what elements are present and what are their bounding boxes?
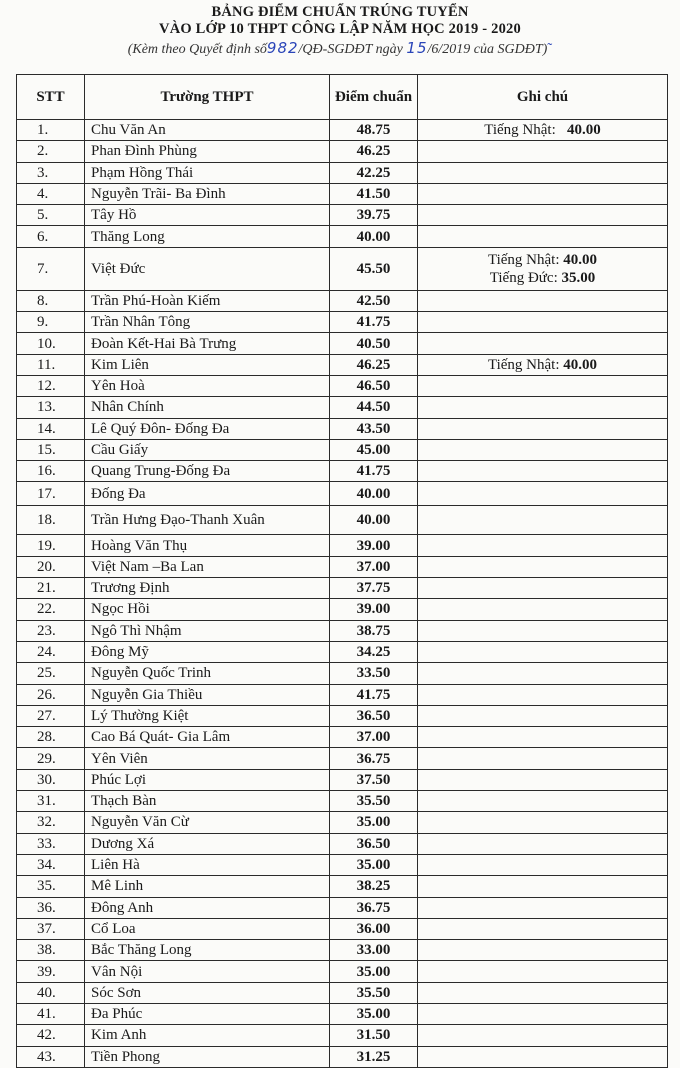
table-row — [17, 506, 668, 535]
row-stt: 37. — [17, 918, 85, 939]
table-row — [17, 290, 668, 311]
row-note — [418, 791, 668, 812]
row-note — [418, 482, 668, 506]
table-row — [17, 141, 668, 162]
row-stt: 15. — [17, 439, 85, 460]
row-note — [418, 684, 668, 705]
row-note — [418, 620, 668, 641]
table-row — [17, 482, 668, 506]
table-row — [17, 684, 668, 705]
row-stt: 27. — [17, 705, 85, 726]
row-school-name: Việt Nam –Ba Lan — [85, 556, 330, 577]
table-row — [17, 312, 668, 333]
table-row — [17, 162, 668, 183]
row-note — [418, 354, 668, 375]
row-stt: 3. — [17, 162, 85, 183]
table-row — [17, 663, 668, 684]
row-school-name: Nguyễn Văn Cừ — [85, 812, 330, 833]
table-row — [17, 812, 668, 833]
row-note — [418, 641, 668, 662]
row-cutoff-score: 34.25 — [330, 641, 418, 662]
row-cutoff-score: 37.00 — [330, 727, 418, 748]
table-row — [17, 247, 668, 290]
row-cutoff-score: 35.00 — [330, 961, 418, 982]
row-stt: 32. — [17, 812, 85, 833]
row-cutoff-score: 40.00 — [330, 226, 418, 247]
row-cutoff-score: 37.50 — [330, 769, 418, 790]
row-note — [418, 183, 668, 204]
row-school-name: Ngô Thì Nhậm — [85, 620, 330, 641]
row-cutoff-score: 31.25 — [330, 1046, 418, 1067]
row-stt: 7. — [17, 247, 85, 290]
row-note — [418, 918, 668, 939]
row-note — [418, 833, 668, 854]
row-school-name: Thạch Bàn — [85, 791, 330, 812]
row-note — [418, 290, 668, 311]
row-note — [418, 897, 668, 918]
table-row — [17, 791, 668, 812]
table-row — [17, 748, 668, 769]
row-note — [418, 535, 668, 556]
row-stt: 35. — [17, 876, 85, 897]
table-row — [17, 599, 668, 620]
row-stt: 19. — [17, 535, 85, 556]
row-cutoff-score: 45.00 — [330, 439, 418, 460]
row-school-name: Dương Xá — [85, 833, 330, 854]
row-cutoff-score: 46.25 — [330, 141, 418, 162]
table-row — [17, 535, 668, 556]
row-cutoff-score: 31.50 — [330, 1025, 418, 1046]
row-school-name: Thăng Long — [85, 226, 330, 247]
row-stt: 18. — [17, 506, 85, 535]
row-note — [418, 578, 668, 599]
row-school-name: Lê Quý Đôn- Đống Đa — [85, 418, 330, 439]
row-stt: 20. — [17, 556, 85, 577]
row-cutoff-score: 36.50 — [330, 833, 418, 854]
row-stt: 12. — [17, 375, 85, 396]
row-stt: 9. — [17, 312, 85, 333]
row-note — [418, 663, 668, 684]
row-school-name: Tây Hồ — [85, 205, 330, 226]
table-row — [17, 833, 668, 854]
table-row — [17, 705, 668, 726]
table-row — [17, 183, 668, 204]
row-note — [418, 854, 668, 875]
handwritten-day: 15 — [406, 39, 428, 57]
header-school: Trường THPT — [85, 75, 330, 120]
row-school-name: Việt Đức — [85, 247, 330, 290]
row-school-name: Nguyễn Trãi- Ba Đình — [85, 183, 330, 204]
table-row — [17, 918, 668, 939]
note-language-score: 35.00 — [561, 269, 596, 286]
table-row — [17, 961, 668, 982]
note-language-score: 40.00 — [563, 356, 598, 373]
table-row — [17, 578, 668, 599]
row-cutoff-score: 36.75 — [330, 897, 418, 918]
row-school-name: Quang Trung-Đống Đa — [85, 461, 330, 482]
row-stt: 28. — [17, 727, 85, 748]
row-cutoff-score: 39.00 — [330, 535, 418, 556]
note-language-score: 40.00 — [567, 122, 601, 139]
row-cutoff-score: 43.50 — [330, 418, 418, 439]
row-note — [418, 1046, 668, 1067]
row-school-name: Nhân Chính — [85, 397, 330, 418]
row-stt: 8. — [17, 290, 85, 311]
row-stt: 4. — [17, 183, 85, 204]
table-row — [17, 439, 668, 460]
table-row — [17, 461, 668, 482]
row-cutoff-score: 46.25 — [330, 354, 418, 375]
row-school-name: Cầu Giấy — [85, 439, 330, 460]
score-table — [16, 74, 668, 1068]
row-school-name: Trương Định — [85, 578, 330, 599]
document-title: BẢNG ĐIỂM CHUẨN TRÚNG TUYỂN — [211, 4, 469, 20]
note-language-label: Tiếng Nhật: — [487, 251, 564, 268]
handwritten-tick-mark: ˜ — [547, 41, 553, 57]
row-note — [418, 727, 668, 748]
row-note — [418, 940, 668, 961]
table-row — [17, 333, 668, 354]
note-line — [418, 251, 667, 269]
row-cutoff-score: 40.00 — [330, 506, 418, 535]
row-stt: 6. — [17, 226, 85, 247]
row-note — [418, 812, 668, 833]
row-school-name: Hoàng Văn Thụ — [85, 535, 330, 556]
row-note — [418, 961, 668, 982]
row-note — [418, 876, 668, 897]
row-cutoff-score: 39.75 — [330, 205, 418, 226]
document-subtitle: VÀO LỚP 10 THPT CÔNG LẬP NĂM HỌC 2019 - 2020 — [159, 21, 521, 37]
row-stt: 33. — [17, 833, 85, 854]
row-school-name: Đoàn Kết-Hai Bà Trưng — [85, 333, 330, 354]
row-cutoff-score: 41.75 — [330, 461, 418, 482]
table-row — [17, 727, 668, 748]
row-stt: 1. — [17, 120, 85, 141]
decision-reference-middle: /QĐ-SGDĐT ngày — [298, 42, 403, 57]
row-cutoff-score: 37.75 — [330, 578, 418, 599]
row-school-name: Cổ Loa — [85, 918, 330, 939]
header-note: Ghi chú — [418, 75, 668, 120]
row-stt: 36. — [17, 897, 85, 918]
note-language-score: 40.00 — [563, 251, 598, 268]
row-stt: 43. — [17, 1046, 85, 1067]
row-stt: 21. — [17, 578, 85, 599]
row-cutoff-score: 41.75 — [330, 312, 418, 333]
row-cutoff-score: 38.75 — [330, 620, 418, 641]
row-note — [418, 333, 668, 354]
row-school-name: Trần Phú-Hoàn Kiếm — [85, 290, 330, 311]
row-stt: 29. — [17, 748, 85, 769]
row-school-name: Yên Hoà — [85, 375, 330, 396]
row-school-name: Sóc Sơn — [85, 982, 330, 1003]
row-cutoff-score: 36.75 — [330, 748, 418, 769]
row-cutoff-score: 35.50 — [330, 982, 418, 1003]
decision-reference — [0, 39, 680, 58]
row-cutoff-score: 42.25 — [330, 162, 418, 183]
table-row — [17, 226, 668, 247]
row-stt: 38. — [17, 940, 85, 961]
row-school-name: Chu Văn An — [85, 120, 330, 141]
row-stt: 2. — [17, 141, 85, 162]
row-cutoff-score: 46.50 — [330, 375, 418, 396]
row-note — [418, 397, 668, 418]
row-note — [418, 247, 668, 290]
row-note — [418, 461, 668, 482]
row-note — [418, 141, 668, 162]
row-note — [418, 748, 668, 769]
row-school-name: Đông Anh — [85, 897, 330, 918]
row-cutoff-score: 48.75 — [330, 120, 418, 141]
table-row — [17, 397, 668, 418]
row-school-name: Phan Đình Phùng — [85, 141, 330, 162]
row-school-name: Ngọc Hồi — [85, 599, 330, 620]
row-school-name: Phúc Lợi — [85, 769, 330, 790]
row-cutoff-score: 42.50 — [330, 290, 418, 311]
table-row — [17, 897, 668, 918]
row-note — [418, 705, 668, 726]
row-note — [418, 982, 668, 1003]
table-row — [17, 641, 668, 662]
row-school-name: Trần Hưng Đạo-Thanh Xuân — [85, 506, 330, 535]
decision-reference-suffix: /6/2019 của SGDĐT) — [427, 42, 548, 57]
row-cutoff-score: 33.00 — [330, 940, 418, 961]
row-stt: 42. — [17, 1025, 85, 1046]
table-row — [17, 620, 668, 641]
row-school-name: Nguyễn Quốc Trinh — [85, 663, 330, 684]
row-cutoff-score: 41.75 — [330, 684, 418, 705]
row-school-name: Yên Viên — [85, 748, 330, 769]
handwritten-decision-number: 982 — [266, 39, 299, 57]
row-stt: 26. — [17, 684, 85, 705]
row-note — [418, 162, 668, 183]
row-note — [418, 599, 668, 620]
row-school-name: Trần Nhân Tông — [85, 312, 330, 333]
row-school-name: Đống Đa — [85, 482, 330, 506]
note-line — [418, 356, 667, 374]
row-stt: 23. — [17, 620, 85, 641]
table-row — [17, 940, 668, 961]
row-note — [418, 226, 668, 247]
table-row — [17, 769, 668, 790]
row-note — [418, 1003, 668, 1024]
table-row — [17, 982, 668, 1003]
row-stt: 14. — [17, 418, 85, 439]
row-stt: 17. — [17, 482, 85, 506]
row-cutoff-score: 44.50 — [330, 397, 418, 418]
row-cutoff-score: 33.50 — [330, 663, 418, 684]
row-cutoff-score: 39.00 — [330, 599, 418, 620]
row-cutoff-score: 35.00 — [330, 1003, 418, 1024]
row-school-name: Bắc Thăng Long — [85, 940, 330, 961]
table-body — [17, 120, 668, 1068]
table-row — [17, 1003, 668, 1024]
row-note — [418, 205, 668, 226]
row-cutoff-score: 40.50 — [330, 333, 418, 354]
header-stt: STT — [17, 75, 85, 120]
row-cutoff-score: 36.50 — [330, 705, 418, 726]
row-note — [418, 556, 668, 577]
row-school-name: Kim Liên — [85, 354, 330, 375]
header-score: Điểm chuẩn — [330, 75, 418, 120]
row-stt: 31. — [17, 791, 85, 812]
row-stt: 13. — [17, 397, 85, 418]
row-school-name: Lý Thường Kiệt — [85, 705, 330, 726]
row-school-name: Nguyễn Gia Thiều — [85, 684, 330, 705]
note-line — [418, 121, 667, 139]
row-stt: 39. — [17, 961, 85, 982]
row-note — [418, 1025, 668, 1046]
row-stt: 5. — [17, 205, 85, 226]
row-note — [418, 375, 668, 396]
row-cutoff-score: 40.00 — [330, 482, 418, 506]
note-language-label: Tiếng Nhật: — [484, 122, 568, 139]
row-cutoff-score: 35.00 — [330, 854, 418, 875]
decision-reference-prefix: (Kèm theo Quyết định số — [127, 42, 267, 57]
row-note — [418, 120, 668, 141]
table-row — [17, 205, 668, 226]
row-cutoff-score: 41.50 — [330, 183, 418, 204]
table-row — [17, 375, 668, 396]
row-note — [418, 312, 668, 333]
row-cutoff-score: 38.25 — [330, 876, 418, 897]
note-language-label: Tiếng Nhật: — [487, 356, 564, 373]
table-row — [17, 120, 668, 141]
table-row — [17, 556, 668, 577]
row-stt: 25. — [17, 663, 85, 684]
table-row — [17, 418, 668, 439]
row-note — [418, 418, 668, 439]
table-row — [17, 1046, 668, 1067]
row-cutoff-score: 37.00 — [330, 556, 418, 577]
row-note — [418, 506, 668, 535]
row-school-name: Tiền Phong — [85, 1046, 330, 1067]
row-note — [418, 439, 668, 460]
note-line — [418, 269, 667, 287]
row-school-name: Kim Anh — [85, 1025, 330, 1046]
row-stt: 24. — [17, 641, 85, 662]
table-header-row — [17, 75, 668, 120]
row-stt: 34. — [17, 854, 85, 875]
row-stt: 10. — [17, 333, 85, 354]
row-school-name: Liên Hà — [85, 854, 330, 875]
row-school-name: Vân Nội — [85, 961, 330, 982]
row-school-name: Cao Bá Quát- Gia Lâm — [85, 727, 330, 748]
row-cutoff-score: 35.00 — [330, 812, 418, 833]
row-school-name: Phạm Hồng Thái — [85, 162, 330, 183]
note-language-label: Tiếng Đức: — [489, 269, 562, 286]
row-stt: 22. — [17, 599, 85, 620]
table-row — [17, 354, 668, 375]
row-school-name: Đa Phúc — [85, 1003, 330, 1024]
row-stt: 41. — [17, 1003, 85, 1024]
row-stt: 40. — [17, 982, 85, 1003]
row-cutoff-score: 45.50 — [330, 247, 418, 290]
table-row — [17, 876, 668, 897]
row-stt: 11. — [17, 354, 85, 375]
row-stt: 16. — [17, 461, 85, 482]
row-note — [418, 769, 668, 790]
table-row — [17, 854, 668, 875]
row-stt: 30. — [17, 769, 85, 790]
row-school-name: Đông Mỹ — [85, 641, 330, 662]
row-cutoff-score: 35.50 — [330, 791, 418, 812]
row-school-name: Mê Linh — [85, 876, 330, 897]
row-cutoff-score: 36.00 — [330, 918, 418, 939]
table-row — [17, 1025, 668, 1046]
